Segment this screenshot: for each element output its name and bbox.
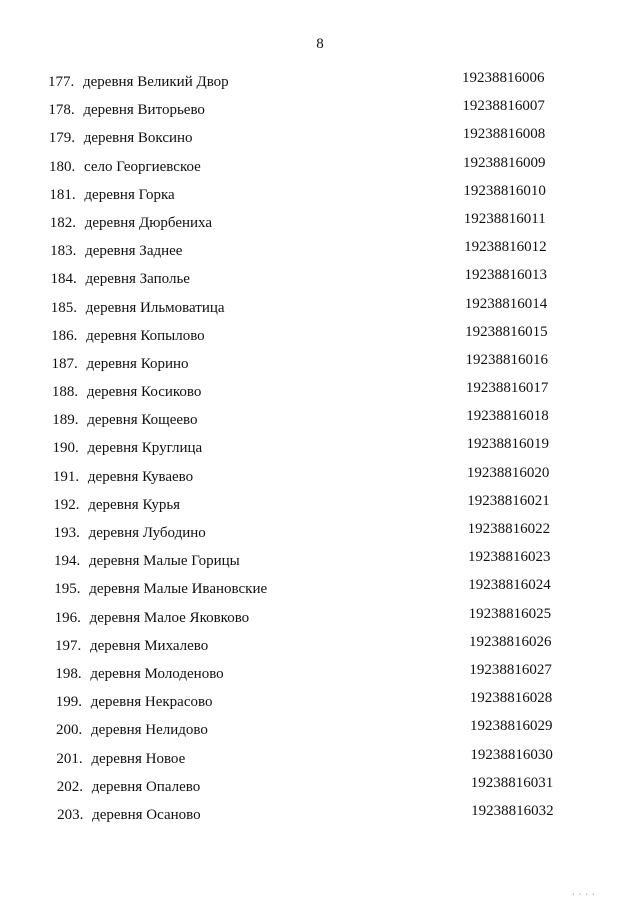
entry-name: деревня Великий Двор [83,74,229,90]
entry-name: деревня Лубодино [88,525,206,541]
entry-number: 198. [55,665,82,682]
entry-number: 181. [49,186,76,203]
entry-code: 19238816021 [467,492,550,509]
entry-name: деревня Копылово [86,327,205,344]
list-item [4,380,640,408]
entry-name: село Георгиевское [84,158,201,175]
entry-name: деревня Корино [86,355,189,372]
list-item [0,98,640,126]
list-item [6,549,640,577]
entry-number: 202. [56,778,83,795]
entry-number: 182. [49,214,76,231]
list-item [6,577,640,605]
entry-code: 19238816014 [464,295,548,312]
list-item [4,352,640,380]
list-item [3,296,640,324]
entry-number: 203. [57,806,84,823]
entry-number: 189. [52,412,79,429]
entry-number: 188. [51,384,79,401]
entry-number: 191. [52,468,80,485]
list-item [2,239,640,267]
entry-name: деревня Кощеево [87,412,198,429]
entry-code: 19238816020 [466,464,550,481]
entry-code: 19238816024 [468,577,551,594]
entry-name: деревня Некрасово [90,694,213,711]
entry-code: 19238816030 [470,746,553,763]
list-item [2,267,640,295]
entry-number: 186. [51,327,78,344]
list-item [2,211,640,239]
list-item [9,775,640,803]
list-item [4,408,640,436]
entry-number: 193. [53,525,80,541]
list-item [9,803,640,831]
entry-number: 190. [52,440,79,457]
entry-name: деревня Осаново [92,806,201,823]
page-number: 8 [316,36,324,52]
list-item [6,521,640,549]
entry-code: 19238816007 [462,98,545,115]
entry-name: деревня Куваево [87,468,194,485]
entry-code: 19238816015 [465,323,548,340]
list-item [7,662,640,690]
entry-name: деревня Воксино [83,130,193,147]
entry-name: деревня Дюрбениха [84,214,213,231]
list-item [5,465,640,493]
entry-name: деревня Нелидово [91,722,208,739]
list-item [5,493,640,521]
list-item [8,718,640,746]
entry-name: деревня Косиково [86,384,202,401]
list-item [1,183,640,211]
entry-name: деревня Заднее [85,243,183,260]
entry-name: деревня Опалево [91,778,201,795]
list-item [3,324,640,352]
entry-number: 195. [54,581,81,598]
entry-number: 180. [49,158,76,175]
entry-code: 19238816012 [464,239,547,256]
entry-name: деревня Ильмоватица [85,299,225,316]
entry-number: 196. [54,609,81,626]
entry-name: деревня Горка [84,186,175,203]
entry-name: деревня Малые Ивановские [89,581,268,598]
entry-code: 19238816019 [466,436,550,453]
entry-number: 201. [56,750,83,767]
list-item [1,126,640,154]
list-item [7,606,640,634]
entry-name: деревня Молоденово [90,665,224,682]
entry-number: 179. [48,130,75,147]
entry-code: 19238816027 [469,661,552,678]
entry-code: 19238816023 [467,549,551,566]
entry-code: 19238816010 [463,182,546,199]
entry-name: деревня Курья [88,496,181,513]
list-item [8,690,640,718]
entry-name: деревня Виторьево [83,102,205,119]
entry-name: деревня Заполье [85,271,190,288]
list-item [5,436,640,464]
entry-code: 19238816025 [468,605,552,622]
entry-number: 185. [50,299,78,316]
entry-number: 199. [55,694,82,711]
entry-number: 194. [53,553,81,570]
entry-name: деревня Новое [91,750,186,767]
entry-number: 184. [50,271,77,288]
entry-code: 19238816013 [464,267,547,284]
corner-marks: · · · · [572,890,596,899]
list-item [8,747,640,775]
entry-number: 192. [53,496,80,513]
entry-code: 19238816026 [469,633,552,650]
entry-code: 19238816011 [463,210,546,227]
entry-code: 19238816032 [471,802,554,819]
entry-code: 19238816017 [465,380,549,397]
entry-number: 197. [55,637,82,654]
entry-code: 19238816028 [469,690,553,707]
entry-name: деревня Михалево [90,637,209,654]
entry-code: 19238816029 [470,718,553,735]
entry-code: 19238816009 [463,154,546,171]
entry-code: 19238816016 [465,351,548,368]
entry-code: 19238816008 [462,126,546,143]
entry-name: деревня Малое Яковково [89,609,250,626]
entry-number: 177. [48,74,75,90]
entry-number: 178. [48,102,75,119]
list-item [1,155,640,183]
entry-number: 183. [50,243,77,260]
entry-code: 19238816006 [462,70,545,86]
entry-name: деревня Малые Горицы [88,553,240,570]
entry-code: 19238816031 [470,774,554,791]
entry-number: 200. [56,722,83,739]
entry-code: 19238816018 [466,408,549,425]
entry-code: 19238816022 [467,521,551,537]
settlement-list [0,70,640,831]
list-item [0,70,640,98]
entry-name: деревня Круглица [87,440,203,457]
entry-number: 187. [51,355,78,372]
list-item [7,634,640,662]
